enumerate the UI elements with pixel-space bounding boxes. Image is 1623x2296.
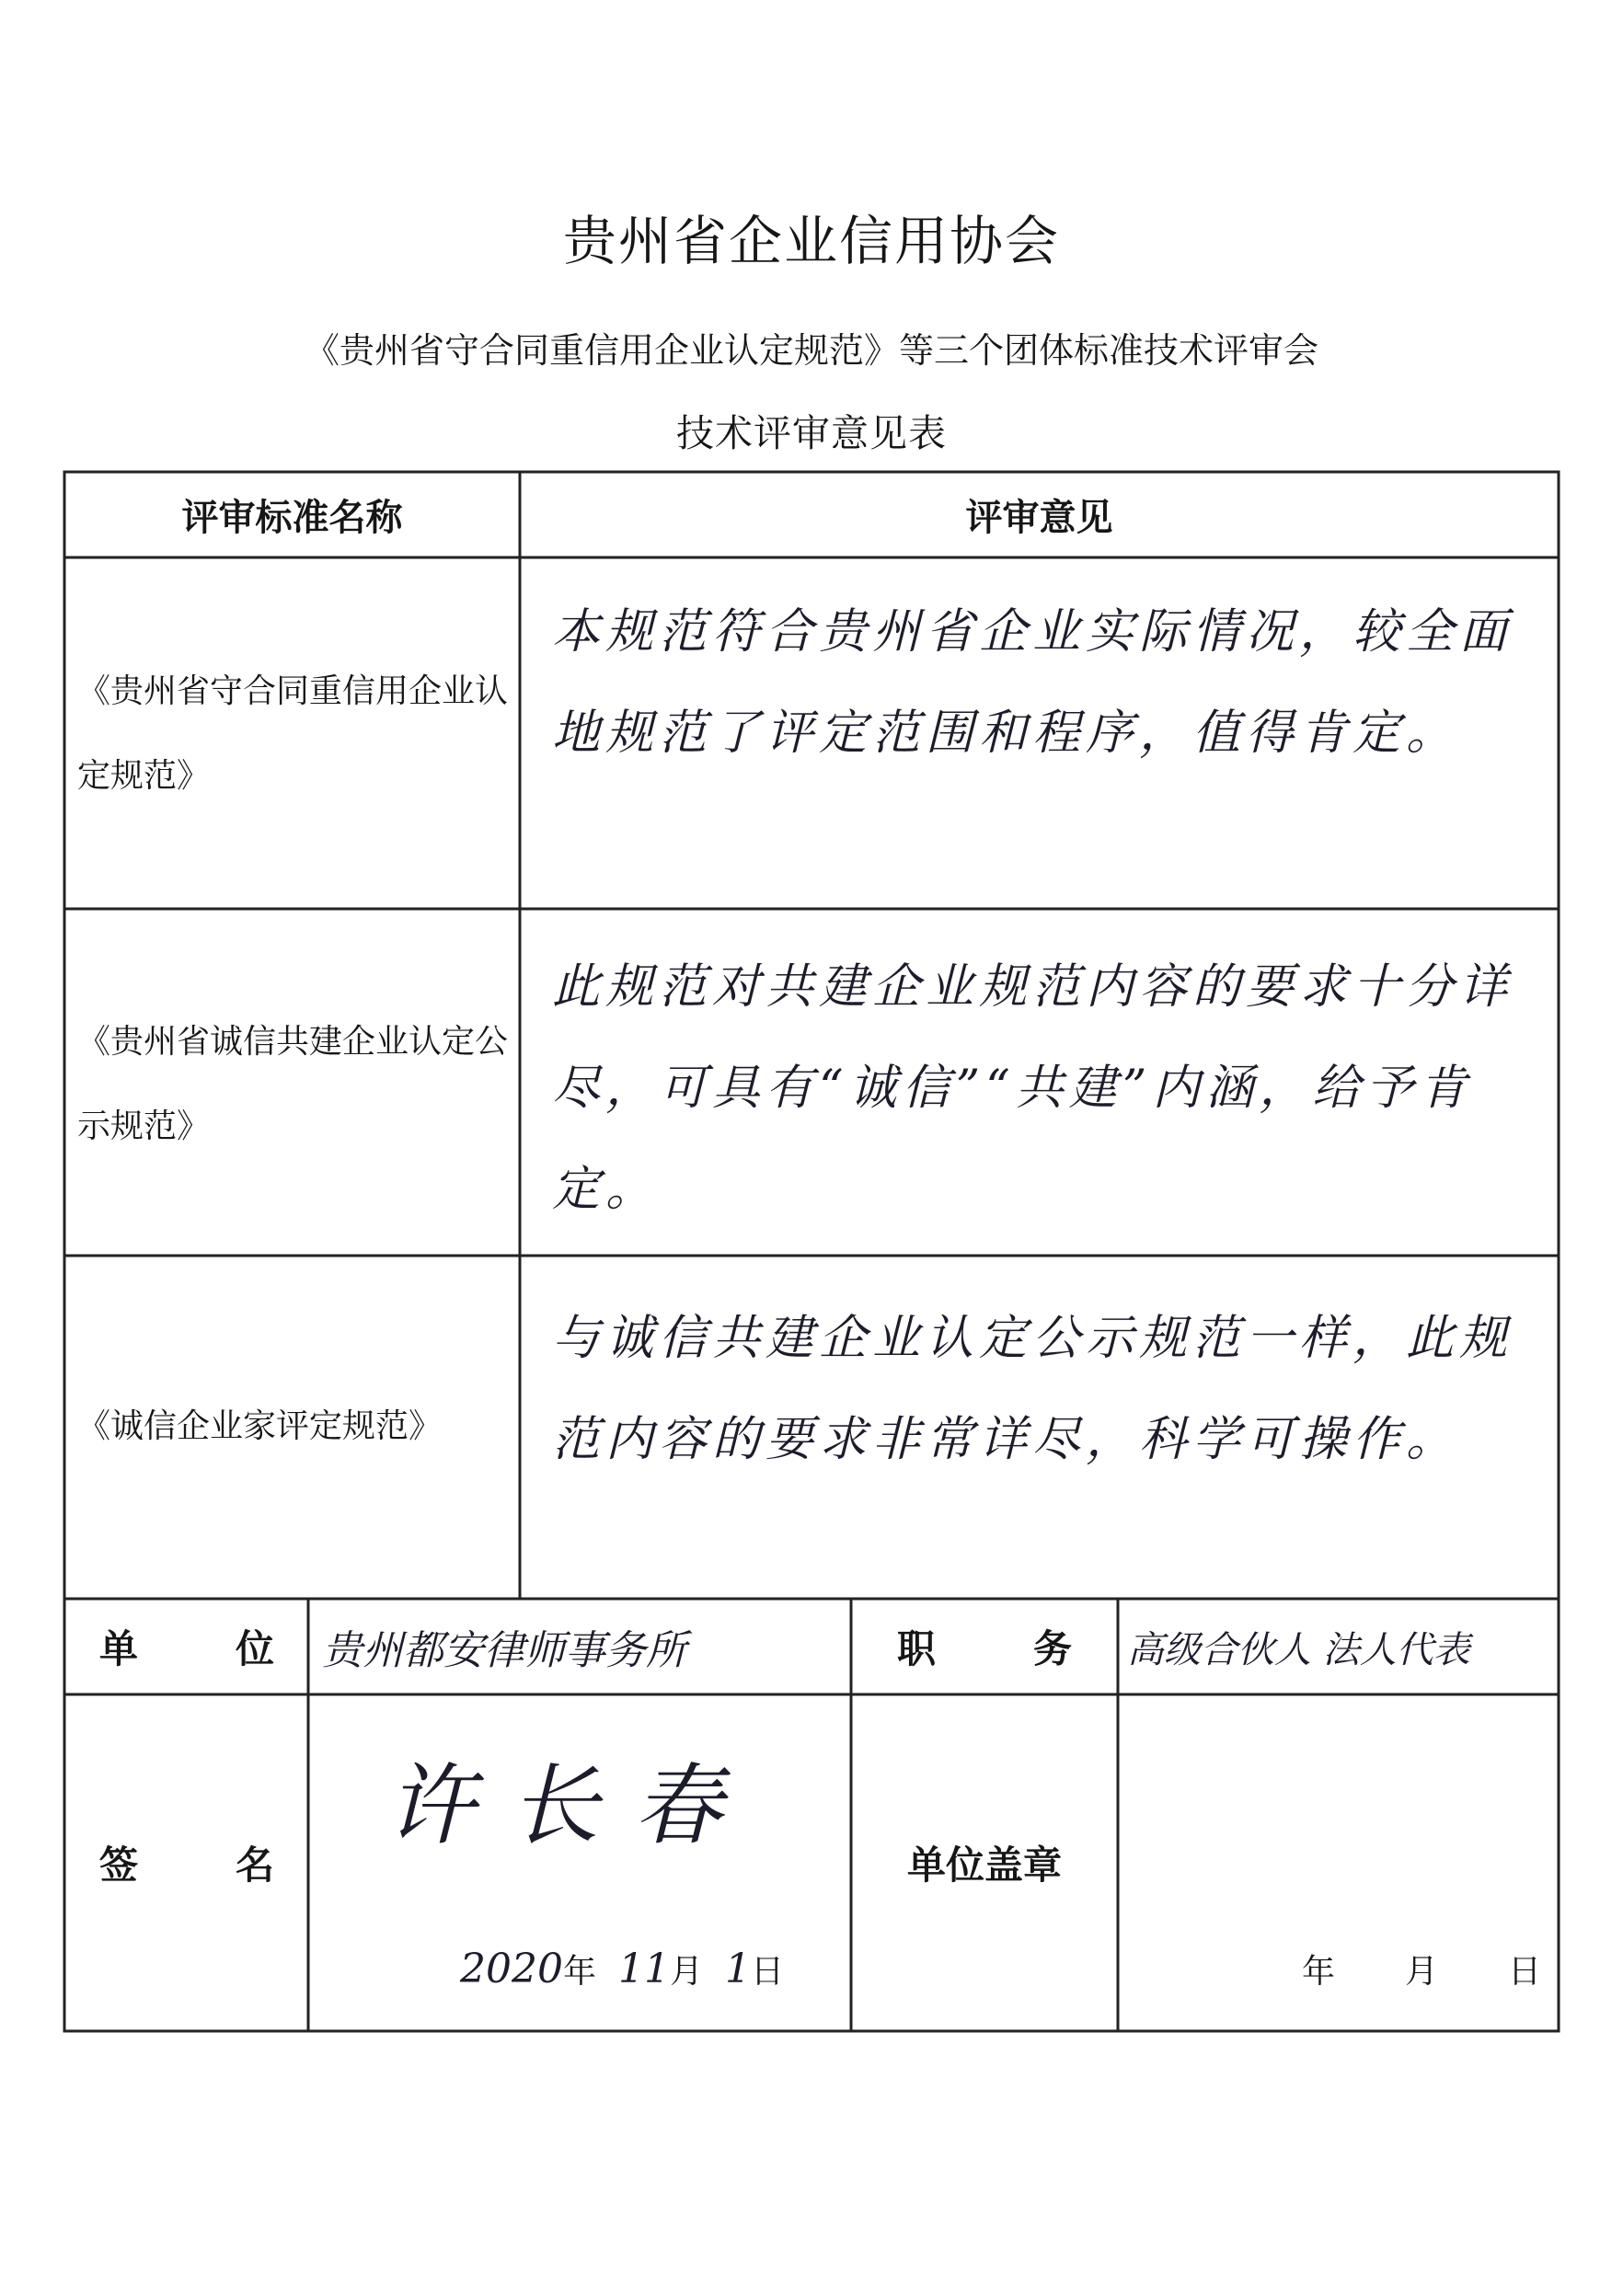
unit-label-char-2: 位 — [235, 1626, 274, 1671]
standard-name-2: 《贵州省诚信共建企业认定公示规范》 — [77, 1023, 509, 1145]
sign-date-month-unit: 月 — [670, 1952, 704, 1991]
stamp-date-year-unit: 年 — [1302, 1952, 1336, 1991]
sign-date-day-unit: 日 — [751, 1952, 785, 1991]
unit-label-char-1: 单 — [99, 1626, 139, 1671]
sign-label-char-2: 名 — [235, 1843, 274, 1888]
sign-date-day: 1 — [725, 1945, 752, 1992]
position-label — [897, 1599, 1072, 1694]
column-header-opinion: 评审意见 — [965, 497, 1113, 539]
position-label-char-1: 职 — [897, 1626, 937, 1671]
unit-value: 贵州都安律师事务所 — [322, 1627, 686, 1674]
opinion-1: 本规范符合贵州省企业实际情况，较全面地规范了评定范围和程序，值得肯定。 — [552, 604, 1514, 761]
sign-date — [460, 1941, 828, 1996]
opinion-3: 与诚信共建企业认定公示规范一样，此规范内容的要求非常详尽，科学可操作。 — [552, 1311, 1514, 1467]
org-title: 贵州省企业信用协会 — [562, 210, 1060, 272]
stamp-date-month-unit: 月 — [1404, 1952, 1438, 1991]
opinion-2: 此规范对共建企业规范内容的要求十分详尽，可具有“诚信”“共建”内涵，给予肯定。 — [552, 959, 1514, 1217]
position-value: 高级合伙人 法人代表 — [1127, 1628, 1470, 1671]
sign-date-year: 2020 — [460, 1945, 563, 1992]
standard-name-3: 《诚信企业家评定规范》 — [77, 1407, 443, 1445]
sign-label — [99, 1694, 274, 2031]
stamp-label: 单位盖章 — [906, 1843, 1062, 1888]
sign-date-year-unit: 年 — [562, 1952, 596, 1991]
unit-label — [99, 1599, 274, 1694]
sign-label-char-1: 签 — [99, 1843, 139, 1888]
stamp-date — [1302, 1941, 1541, 1996]
standard-name-1: 《贵州省守合同重信用企业认定规范》 — [77, 672, 509, 795]
signature: 许 长 春 — [386, 1753, 727, 1857]
position-label-char-2: 务 — [1032, 1626, 1072, 1671]
form-title: 技术评审意见表 — [676, 411, 947, 455]
column-header-standard-name: 评审标准名称 — [181, 497, 403, 539]
sign-date-month: 11 — [618, 1945, 670, 1992]
stamp-date-day-unit: 日 — [1507, 1952, 1541, 1991]
meeting-title: 《贵州省守合同重信用企业认定规范》等三个团体标准技术评审会 — [304, 330, 1318, 371]
